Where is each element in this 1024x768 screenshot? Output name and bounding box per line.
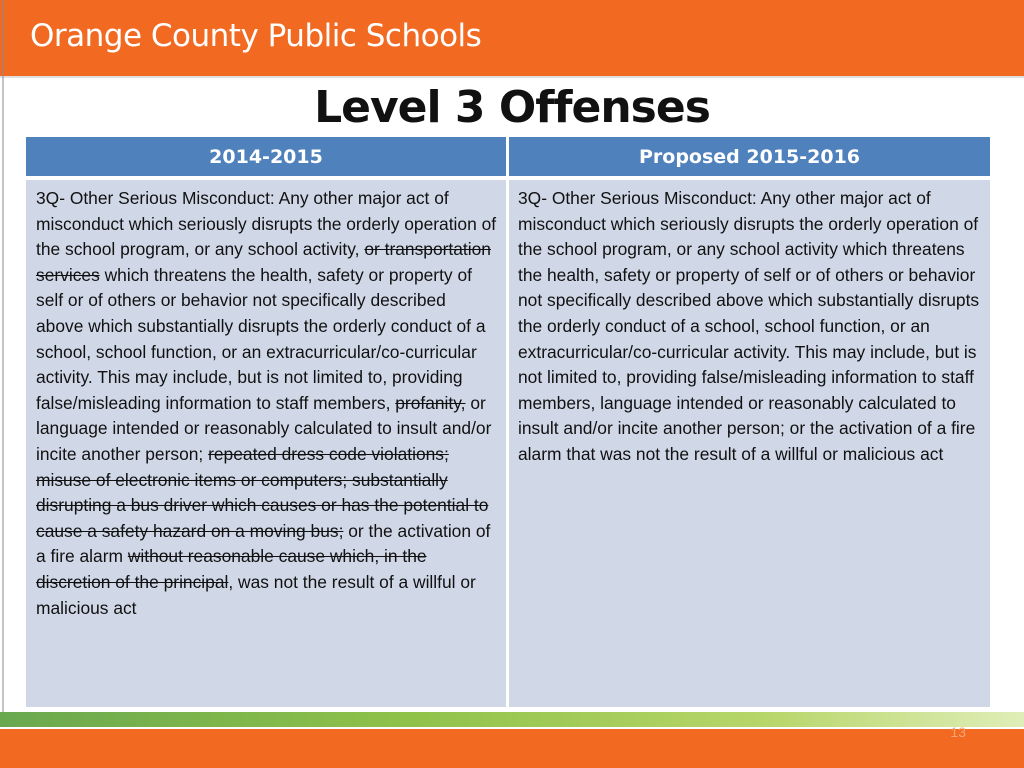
footer-green-band [0,712,1024,727]
column-header-2014-2015: 2014-2015 [26,137,506,176]
policy-text-2014-2015 [36,186,498,621]
text-segment: or language intended or reasonably calculated to insult and/or incite another person; [36,392,492,464]
text-segment: or the activation of a fire alarm [36,520,491,567]
slide-title: Level 3 Offenses [314,82,710,133]
text-segment: 3Q- Other Serious Misconduct: Any other major act of misconduct which seriously disrupts the orderly operation of the school program, or any school activity, [36,188,497,260]
cell-2014-2015-text [26,180,506,707]
struck-text-segment: repeated dress code violations; misuse of electronic items or computers; substantially disrupting a bus driver which causes or has the potential to cause a safety hazard on a moving bus; [36,443,489,541]
header-title: Orange County Public Schools [30,18,482,54]
cell-proposed-2015-2016-text [509,180,990,707]
policy-text-proposed: 3Q- Other Serious Misconduct: Any other major act of misconduct which seriously disrupts the orderly operation of the school program, or any school activity which threatens the health, safety or property of self or of others or behavior not specifically described above which substantially disrupts the orderly conduct of a school, school function, or an extracurricular/co-curricular activity. This may include, but is not limited to, providing false/misleading information to staff members, language intended or reasonably calculated to insult and/or incite another person; or the activation of a fire alarm that was not the result of a willful or malicious act [518,188,980,464]
text-segment: which threatens the health, safety or property of self or of others or behavior not specifically described above which substantially disrupts the orderly conduct of a school, school function, or an extracurricular/co-curricular activity. This may include, but is not limited to, providing false/misleading information to staff members, [36,264,486,413]
text-segment: , was not the result of a willful or malicious act [36,571,476,618]
struck-text-segment: profanity, [395,392,466,413]
struck-text-segment: or transportation services [36,239,491,285]
header-bar [0,0,1024,78]
comparison-table [26,137,990,707]
footer-orange-band [0,729,1024,768]
column-header-proposed-2015-2016: Proposed 2015-2016 [509,137,990,176]
page-number: 13 [950,724,966,740]
struck-text-segment: without reasonable cause which, in the discretion of the principal [36,546,427,592]
